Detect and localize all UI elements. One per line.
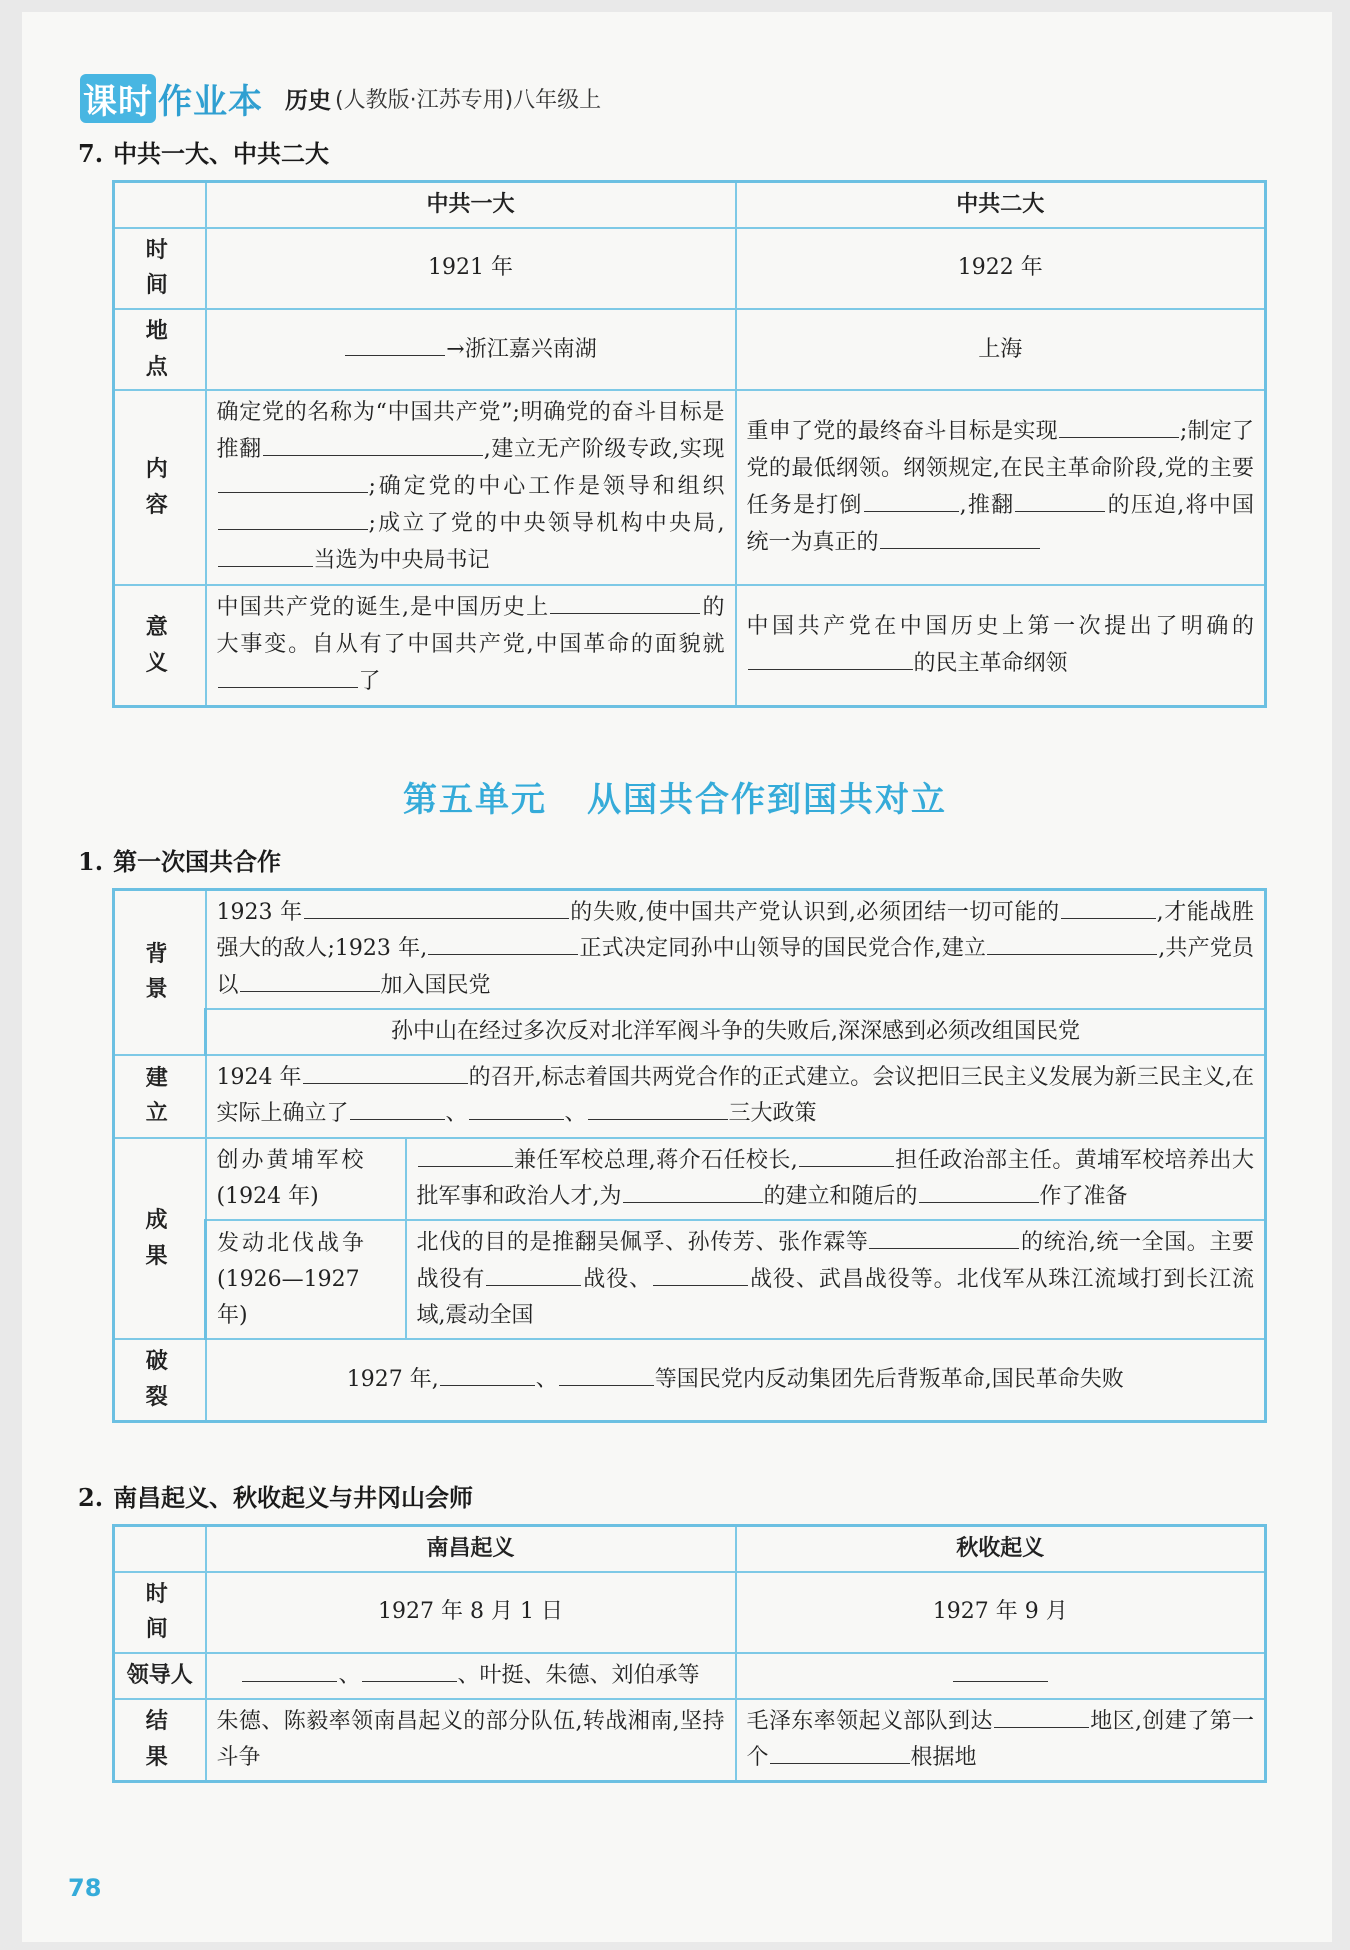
cell-text: 等国民党内反动集团先后背叛革命,国民革命失败: [654, 1367, 1124, 1393]
cell-text: ;确定党的中心工作是领导和组织: [368, 474, 725, 500]
cell-text: 根据地: [910, 1745, 977, 1771]
cell-text: 战役、: [582, 1266, 653, 1292]
section-title-text: 南昌起义、秋收起义与井冈山会师: [113, 1484, 474, 1512]
cell-text: 的建立和随后的: [763, 1184, 918, 1210]
fill-blank[interactable]: [428, 931, 578, 955]
table-cell: [206, 1653, 736, 1699]
brand-text: 作业本: [158, 81, 263, 122]
fill-blank[interactable]: [623, 1179, 763, 1203]
cell-text: 的民主革命纲领: [913, 650, 1068, 676]
unit-number: 第五单元: [403, 780, 547, 820]
table-cell: [206, 390, 736, 585]
table-header-row: [114, 182, 1266, 228]
column-header: 中共二大: [736, 182, 1266, 228]
cell-text: 、叶挺、朱德、刘伯承等: [457, 1662, 700, 1688]
table-header-row: [114, 1526, 1266, 1572]
fill-blank[interactable]: [242, 1658, 337, 1682]
cell-text: ;成立了党的中央领导机构中央局,: [368, 511, 725, 537]
cell-text: 担任政治部主任。黄埔军校培养出大批军事和政治人才,为: [416, 1147, 1254, 1210]
section-number: 7.: [78, 139, 104, 168]
section-1-title: [78, 842, 281, 877]
cell-text: 当选为中央局书记: [313, 548, 490, 574]
page-number: 78: [68, 1874, 102, 1902]
fill-blank[interactable]: [987, 931, 1157, 955]
cell-text: 的统治,统一全国。主要战役有: [416, 1230, 1254, 1292]
fill-blank[interactable]: [304, 895, 569, 919]
cell-text: 1927 年,: [346, 1367, 439, 1393]
table-cell: [736, 1653, 1266, 1699]
sub-label-cell: [206, 1220, 406, 1339]
cell-text: ,共产党员以: [216, 936, 1255, 998]
section-2-title: [78, 1478, 473, 1513]
table-cell: [206, 890, 1266, 1010]
fill-blank[interactable]: [362, 1658, 457, 1682]
cell-text: 中国共产党在中国历史上第一次提出了明确的: [746, 613, 1254, 639]
fill-blank[interactable]: [350, 1096, 445, 1120]
cell-text: 的压迫,将中国统一为真正的: [746, 492, 1254, 555]
fill-blank[interactable]: [994, 1704, 1089, 1728]
table-row: [114, 309, 1266, 390]
row-label: 时间: [114, 1572, 206, 1653]
sub-label-cell: [206, 1138, 406, 1221]
cell-text: 三大政策: [728, 1101, 817, 1127]
cell-text: 1924 年: [216, 1064, 302, 1090]
row-label: 地点: [114, 309, 206, 390]
row-label: 领导人: [114, 1653, 206, 1699]
cell-text: 、: [338, 1662, 361, 1688]
fill-blank[interactable]: [1061, 895, 1156, 919]
table-cell: [406, 1138, 1266, 1221]
cell-text: 北伐的目的是推翻吴佩孚、孙传芳、张作霖等: [416, 1230, 869, 1256]
fill-blank[interactable]: [869, 1225, 1019, 1249]
table-row: [114, 585, 1266, 707]
table-cell: 1921 年: [206, 228, 736, 309]
table-row: [114, 1339, 1266, 1421]
table-cell: [736, 1699, 1266, 1782]
table-row: [114, 1138, 1266, 1221]
table-cell: [206, 309, 736, 390]
table-cell: 1927 年 9 月: [736, 1572, 1266, 1653]
fill-blank[interactable]: [880, 525, 1040, 549]
cell-text: →浙江嘉兴南湖: [446, 336, 597, 362]
table-cell: [206, 1055, 1266, 1138]
fill-blank[interactable]: [469, 1096, 564, 1120]
section-7-table: [112, 180, 1267, 708]
table-row: [114, 1572, 1266, 1653]
row-label: 成果: [114, 1138, 206, 1340]
brand-highlight: 课时: [80, 74, 156, 123]
cell-text: 兼任军校总理,蒋介石任校长,: [513, 1147, 798, 1173]
table-row: [114, 390, 1266, 585]
table-cell: [206, 585, 736, 707]
table-row: [114, 1055, 1266, 1138]
fill-blank[interactable]: [345, 332, 445, 356]
fill-blank[interactable]: [770, 1740, 910, 1764]
column-header: 中共一大: [206, 182, 736, 228]
cell-text: 作了准备: [1039, 1184, 1128, 1210]
table-cell: [736, 390, 1266, 585]
cell-text: 的召开,标志着国共两党合作的正式建立。会议把旧三民主义发展为新三民主义,在实际上确立了: [216, 1064, 1255, 1127]
table-row: [114, 1653, 1266, 1699]
page-header: [80, 74, 601, 122]
table-cell: 朱德、陈毅率领南昌起义的部分队伍,转战湘南,坚持斗争: [206, 1699, 736, 1782]
cell-text: 的失败,使中国共产党认识到,必须团结一切可能的: [569, 900, 1060, 926]
cell-text: ,建立无产阶级专政,实现: [483, 437, 725, 463]
sub-label-year: (1924 年): [216, 1183, 319, 1209]
column-header: 秋收起义: [736, 1526, 1266, 1572]
cell-text: 毛泽东率领起义部队到达: [746, 1708, 993, 1734]
table-cell: [206, 1339, 1266, 1421]
sub-label: 创办黄埔军校: [216, 1148, 367, 1174]
column-header: 南昌起义: [206, 1526, 736, 1572]
table-row: [114, 890, 1266, 1010]
cell-text: 、: [535, 1367, 558, 1393]
row-label: 意义: [114, 585, 206, 707]
fill-blank[interactable]: [240, 968, 380, 992]
table-row: [114, 1699, 1266, 1782]
edition-text: (人教版·江苏专用)八年级上: [335, 87, 602, 113]
cell-text: 的大事变。自从有了中国共产党,中国革命的面貌就: [216, 595, 725, 658]
cell-text: 战役、武昌战役等。北伐军从珠江流域打到长江流域,震动全国: [416, 1266, 1254, 1329]
fill-blank[interactable]: [218, 543, 313, 567]
cell-text: 确定党的名称为“中国共产党”;明确党的奋斗目标是推翻: [216, 400, 725, 463]
fill-blank[interactable]: [748, 646, 913, 670]
row-label: 建立: [114, 1055, 206, 1138]
section-number: 2.: [78, 1483, 104, 1512]
fill-blank[interactable]: [218, 664, 358, 688]
row-label: 背景: [114, 890, 206, 1055]
cell-text: 地区,创建了第一个: [746, 1708, 1254, 1771]
unit-name: 从国共合作到国共对立: [587, 780, 947, 820]
fill-blank[interactable]: [486, 1262, 581, 1286]
table-cell: [406, 1220, 1266, 1339]
table-row: [114, 1009, 1266, 1055]
fill-blank[interactable]: [864, 488, 959, 512]
cell-text: 正式决定同孙中山领导的国民党合作,建立: [579, 936, 987, 962]
fill-blank[interactable]: [1059, 414, 1179, 438]
fill-blank[interactable]: [559, 1362, 654, 1386]
section-7-title: [78, 134, 329, 169]
table-cell: 1927 年 8 月 1 日: [206, 1572, 736, 1653]
cell-text: ,推翻: [959, 492, 1015, 518]
cell-text: ,才能战胜强大的敌人;1923 年,: [216, 900, 1255, 962]
fill-blank[interactable]: [1015, 488, 1105, 512]
brand-logo: [80, 74, 263, 123]
fill-blank[interactable]: [418, 1143, 513, 1167]
table-row: [114, 1220, 1266, 1339]
cell-text: ;制定了党的最低纲领。纲领规定,在民主革命阶段,党的主要任务是打倒: [746, 418, 1254, 518]
fill-blank[interactable]: [440, 1362, 535, 1386]
sub-label: 发动北伐战争: [217, 1231, 368, 1257]
row-label: 结果: [114, 1699, 206, 1782]
cell-text: 、: [445, 1101, 468, 1127]
section-title-text: 第一次国共合作: [113, 848, 282, 876]
subject-title: 历史: [285, 87, 331, 114]
fill-blank[interactable]: [919, 1179, 1039, 1203]
cell-text: 1923 年: [216, 900, 303, 926]
fill-blank[interactable]: [218, 506, 368, 530]
fill-blank[interactable]: [799, 1143, 894, 1167]
row-label: 破裂: [114, 1339, 206, 1421]
table-cell: 上海: [736, 309, 1266, 390]
table-cell: [736, 585, 1266, 707]
sub-label-year: (1926—1927 年): [217, 1267, 360, 1328]
cell-text: 了: [358, 669, 381, 695]
section-1-table: [112, 888, 1267, 1423]
cell-text: 加入国民党: [380, 972, 491, 998]
table-cell: 1922 年: [736, 228, 1266, 309]
fill-blank[interactable]: [263, 432, 483, 456]
unit-title: [0, 772, 1350, 821]
fill-blank[interactable]: [550, 590, 700, 614]
row-label: 时间: [114, 228, 206, 309]
fill-blank[interactable]: [953, 1658, 1048, 1682]
cell-text: 重申了党的最终奋斗目标是实现: [746, 418, 1058, 444]
section-2-table: [112, 1524, 1267, 1783]
fill-blank[interactable]: [303, 1060, 468, 1084]
fill-blank[interactable]: [588, 1096, 728, 1120]
row-label: 内容: [114, 390, 206, 585]
section-title-text: 中共一大、中共二大: [113, 140, 330, 168]
cell-text: 、: [564, 1101, 587, 1127]
table-row: [114, 228, 1266, 309]
section-number: 1.: [78, 847, 104, 876]
table-cell: 孙中山在经过多次反对北洋军阀斗争的失败后,深深感到必须改组国民党: [206, 1009, 1266, 1055]
fill-blank[interactable]: [218, 469, 368, 493]
fill-blank[interactable]: [653, 1262, 748, 1286]
cell-text: 中国共产党的诞生,是中国历史上: [216, 595, 550, 621]
